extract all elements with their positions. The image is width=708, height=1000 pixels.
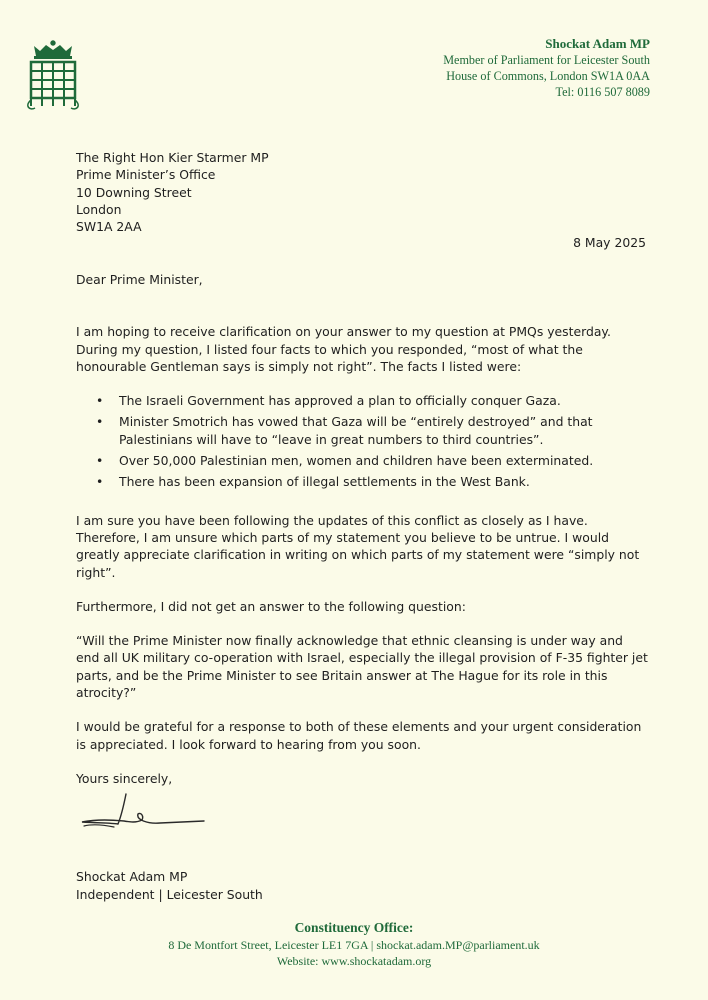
letterhead (443, 36, 650, 100)
signatory-affiliation: Independent | Leicester South (76, 887, 263, 902)
closing: Yours sincerely, (76, 770, 173, 786)
addressee-line: SW1A 2AA (76, 219, 142, 235)
portcullis-icon (26, 40, 80, 112)
list-item: • The Israeli Government has approved a plan to officially conquer Gaza. (76, 392, 650, 409)
addressee-line: The Right Hon Kier Starmer MP (76, 150, 269, 165)
paragraph-4: I would be grateful for a response to both of these elements and your urgent consideration is appreciated. I look forward to hearing from you soon. (76, 719, 642, 752)
office-title: Constituency Office: (294, 920, 414, 935)
list-item: • Minister Smotrich has vowed that Gaza will be “entirely destroyed” and that Palestinians will have to “leave in great numbers to third countries”. (76, 413, 650, 448)
signature (78, 790, 208, 840)
quote-paragraph: “Will the Prime Minister now finally acknowledge that ethnic cleansing is under way and end all UK military co-operation with Israel, especially the illegal provision of F-35 fighter jet parts, and be the Prime Minister to see Britain answer at The Hague for its role in this atrocity?” (76, 633, 648, 701)
website: Website: www.shockatadam.org (276, 954, 432, 968)
paragraph-2: I am sure you have been following the updates of this conflict as closely as I have. Therefore, I am unsure which parts of my statement you believe to be untrue. I would greatly appreciate clarification in writing on which parts of my statement were “simply not right”. (76, 512, 640, 580)
sign-off (76, 868, 263, 904)
mp-telephone: Tel: 0116 507 8089 (555, 85, 650, 99)
mp-name: Shockat Adam MP (545, 36, 650, 51)
letter-date: 8 May 2025 (573, 235, 646, 250)
list-item: • Over 50,000 Palestinian men, women and children have been exterminated. (76, 452, 650, 469)
mp-role: Member of Parliament for Leicester South (443, 53, 650, 67)
footer (0, 920, 708, 970)
addressee-line: 10 Downing Street (76, 184, 192, 200)
signatory-name: Shockat Adam MP (76, 869, 188, 884)
addressee-line: London (76, 201, 122, 217)
letter-body (76, 271, 650, 787)
salutation: Dear Prime Minister, (76, 272, 203, 287)
addressee-block (76, 149, 269, 235)
intro-paragraph: I am hoping to receive clarification on your answer to my question at PMQs yesterday. During my question, I listed four facts to which you responded, “most of what the honourable Gentleman says is simply not right”. The facts I listed were: (76, 324, 611, 374)
list-item: • There has been expansion of illegal settlements in the West Bank. (76, 473, 650, 490)
addressee-line: Prime Minister’s Office (76, 167, 216, 183)
facts-list (76, 392, 650, 490)
mp-address: House of Commons, London SW1A 0AA (446, 69, 650, 83)
office-address: 8 De Montfort Street, Leicester LE1 7GA | shockat.adam.MP@parliament.uk (168, 937, 540, 952)
paragraph-3: Furthermore, I did not get an answer to the following question: (76, 598, 466, 614)
